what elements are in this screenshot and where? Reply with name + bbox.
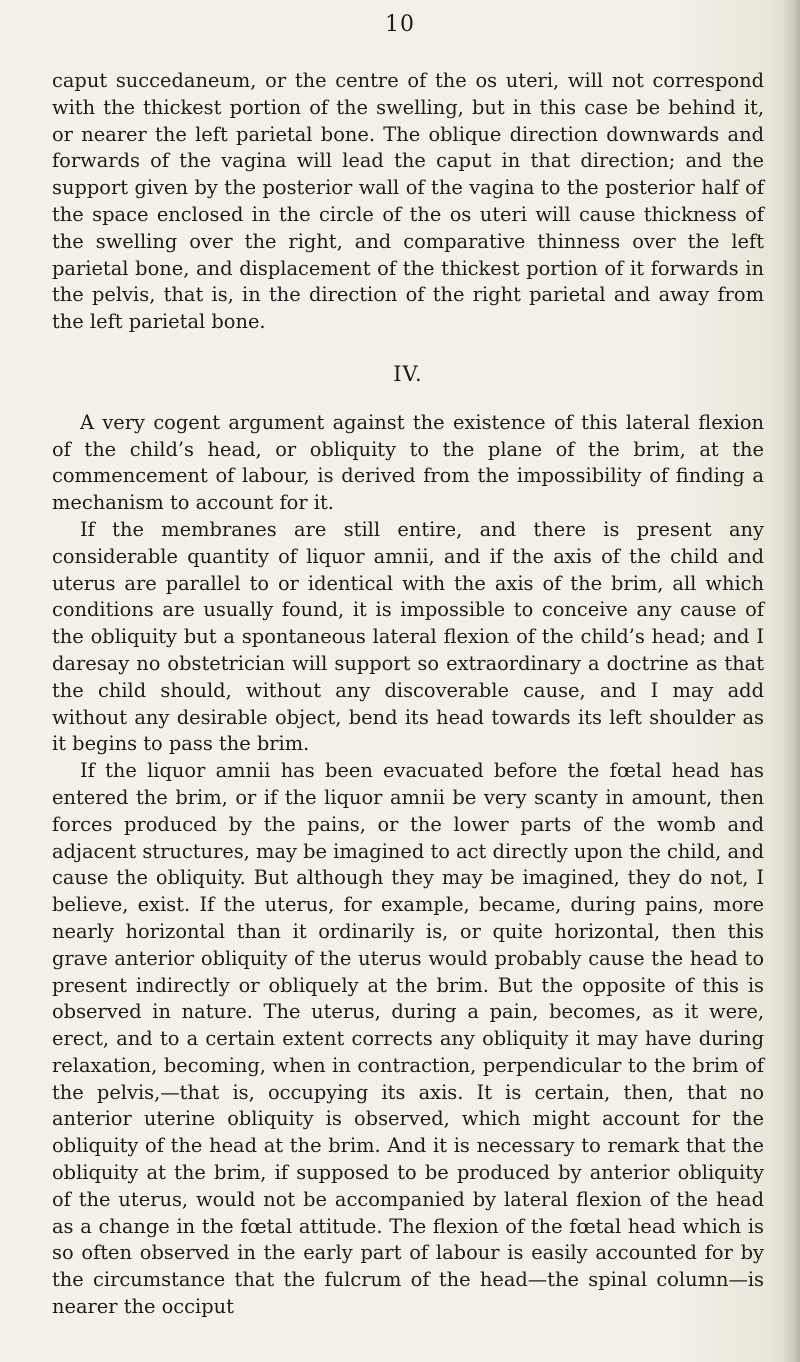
page-edge-shadow [782, 0, 800, 1362]
section-heading: IV. [393, 361, 423, 386]
page-body [52, 68, 764, 1321]
continuation-paragraph: caput succedaneum, or the centre of the os uteri, will not correspond with the thickest portion of the swelling, but in this case be behind it, or nearer the left parietal bone. The oblique direction downwards and forwards of the vagina will lead the caput in that direction; and the support given by the posterior wall of the vagina to the posterior half of the space enclosed in the circle of the os uteri will cause thickness of the swelling over the right, and comparative thinness over the left parietal bone, and displacement of the thickest portion of it forwards in the pelvis, that is, in the direction of the right parietal and away from the left parietal bone. [52, 69, 764, 334]
section-paragraph-2: If the membranes are still entire, and there is present any considerable quantity of liquor amnii, and if the axis of the child and uterus are parallel to or identical with the axis of the brim, all which conditions are usually found, it is impossible to conceive any cause of the obliquity but a spontaneous lateral flexion of the child’s head; and I daresay no obstetrician will support so extraordinary a doctrine as that the child should, without any discoverable cause, and I may add without any desirable object, bend its head towards its left shoulder as it begins to pass the brim. [52, 517, 764, 756]
section-paragraph-1: A very cogent argument against the existence of this lateral flexion of the child’s head, or obliquity to the plane of the brim, at the commencement of labour, is derived from the impossibility of finding a mechanism to account for it. [52, 410, 764, 515]
section-paragraph-3: If the liquor amnii has been evacuated before the fœtal head has entered the brim, or if the liquor amnii be very scanty in amount, then forces produced by the pains, or the lower parts of the womb and adjacent structures, may be imagined to act directly upon the child, and cause the obliquity. But although they may be imagined, they do not, I believe, exist. If the uterus, for example, became, during pains, more nearly horizontal than it ordinarily is, or quite horizontal, then this grave anterior obliquity of the uterus would probably cause the head to present indirectly or obliquely at the brim. But the opposite of this is observed in nature. The uterus, during a pain, becomes, as it were, erect, and to a certain extent corrects any obliquity it may have during relaxation, becoming, when in contraction, perpendicular to the brim of the pelvis,—that is, occupying its axis. It is certain, then, that no anterior uterine obliquity is observed, which might account for the obliquity of the head at the brim. And it is necessary to remark that the obliquity at the brim, if supposed to be produced by anterior obliquity of the uterus, would not be accompanied by lateral flexion of the head as a change in the fœtal attitude. The flexion of the fœtal head which is so often observed in the early part of labour is easily accounted for by the circumstance that the fulcrum of the head—the spinal column—is nearer the occiput [52, 759, 764, 1319]
page-number: 10 [385, 12, 415, 37]
